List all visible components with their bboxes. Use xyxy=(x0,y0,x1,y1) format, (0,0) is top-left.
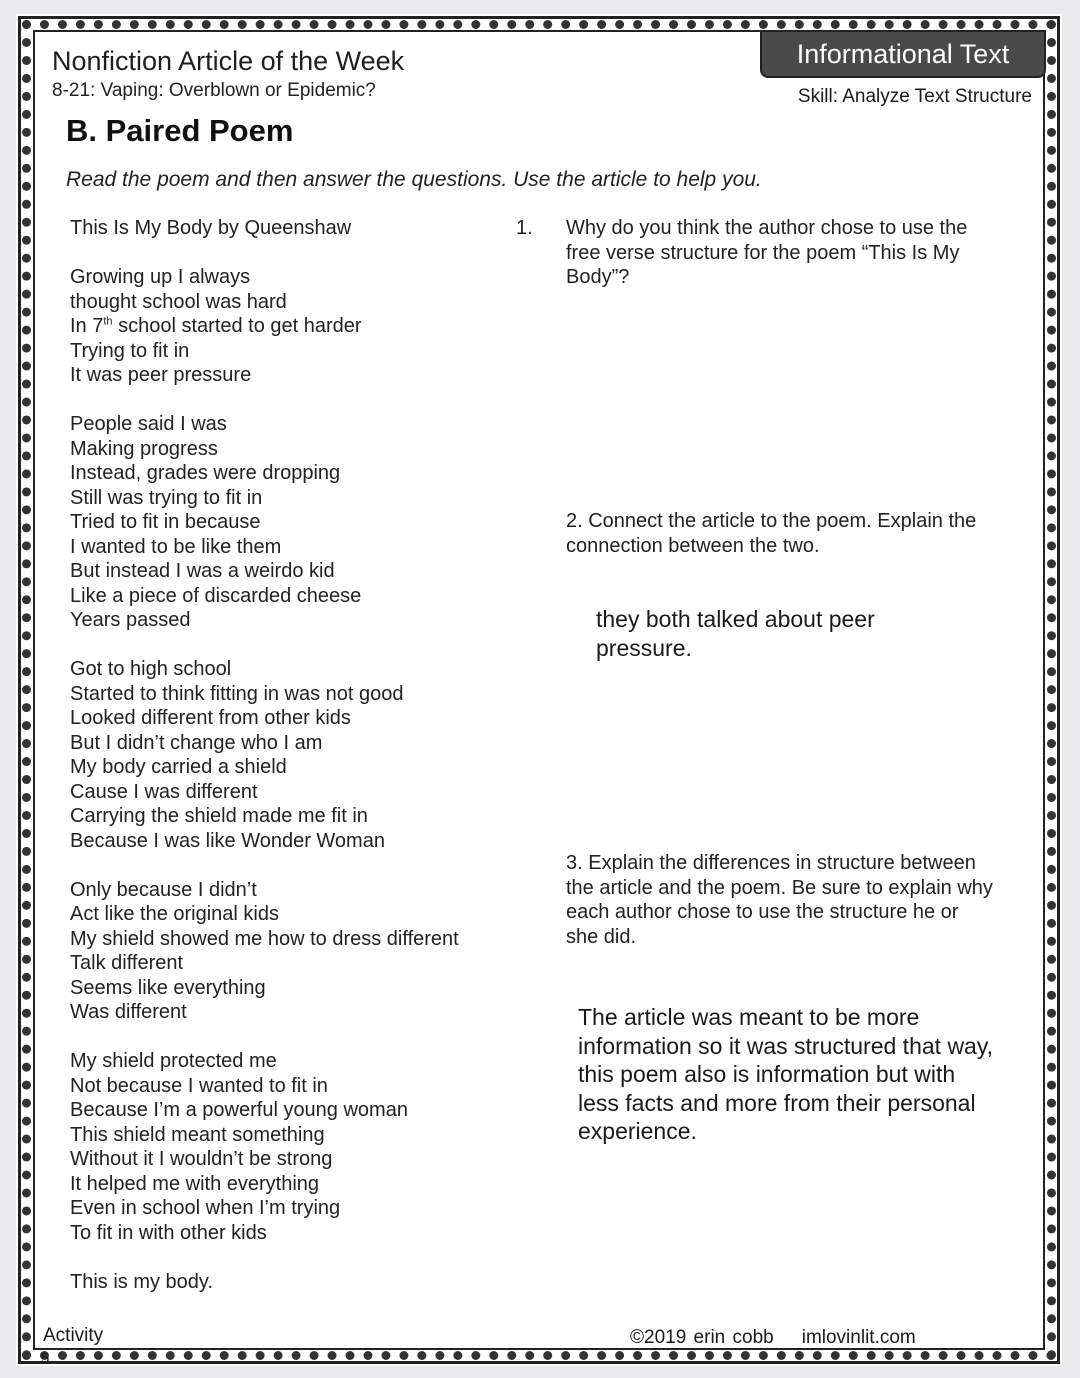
poem-line: My shield protected me xyxy=(70,1050,277,1072)
poem-line: It was peer pressure xyxy=(70,364,252,386)
website-link[interactable]: imlovinlit.com xyxy=(801,1327,916,1348)
copyright: ©2019 erin cobb xyxy=(630,1327,774,1348)
footer-credits xyxy=(630,1327,916,1349)
question-3: 3. Explain the differences in structure between the article and the poem. Be sure to explain why each author chose to use the structure he or she did. xyxy=(566,852,993,948)
poem-line: But instead I was a weirdo kid xyxy=(70,560,335,582)
question-1-number: 1. xyxy=(516,217,533,239)
instructions: Read the poem and then answer the questions. Use the article to help you. xyxy=(66,168,762,191)
page-number: 5 xyxy=(41,1350,50,1367)
poem-line: Making progress xyxy=(70,437,218,460)
poem-stanza-4 xyxy=(70,878,510,1025)
ordinal-superscript: th xyxy=(103,315,113,328)
poem-line: My body carried a shield xyxy=(70,756,287,778)
poem-line: Trying to fit in xyxy=(70,339,190,362)
poem-line: Tried to fit in because xyxy=(70,511,261,533)
poem-line: My shield showed me how to dress different xyxy=(70,927,459,950)
poem-line: Growing up I always xyxy=(70,266,251,288)
poem-line: But I didn’t change who I am xyxy=(70,731,323,754)
answer-2[interactable]: they both talked about peer pressure. xyxy=(596,606,875,661)
poem-line: Act like the original kids xyxy=(70,903,279,925)
poem-line: Years passed xyxy=(70,609,191,631)
question-2: 2. Connect the article to the poem. Explain the connection between the two. xyxy=(566,510,977,557)
poem-line: I wanted to be like them xyxy=(70,535,282,558)
poem-stanza-2 xyxy=(70,412,510,633)
poem-line: Cause I was different xyxy=(70,780,258,803)
answer-3[interactable]: The article was meant to be more information so it was structured that way, this poem also is information but with less facts and more from their personal experience. xyxy=(578,1004,994,1144)
poem-line: Looked different from other kids xyxy=(70,707,351,729)
poem-line: Still was trying to fit in xyxy=(70,486,263,509)
poem-line: Was different xyxy=(70,1001,187,1023)
poem-line: It helped me with everything xyxy=(70,1172,320,1195)
poem-title: This Is My Body by Queenshaw xyxy=(70,217,352,239)
poem-line: Only because I didn’t xyxy=(70,878,257,901)
worksheet-title: Nonfiction Article of the Week xyxy=(52,46,405,76)
poem xyxy=(70,216,510,1294)
footer-activity-label: Activity xyxy=(43,1325,104,1346)
poem-stanza-3 xyxy=(70,657,510,853)
poem-line: Got to high school xyxy=(70,658,232,680)
poem-line: Instead, grades were dropping xyxy=(70,462,341,484)
poem-line: To fit in with other kids xyxy=(70,1221,267,1244)
poem-line: Started to think fitting in was not good xyxy=(70,682,404,705)
poem-line: Because I’m a powerful young woman xyxy=(70,1099,408,1121)
poem-line: This shield meant something xyxy=(70,1123,325,1146)
informational-text-tag: Informational Text xyxy=(760,30,1046,78)
article-subtitle: 8-21: Vaping: Overblown or Epidemic? xyxy=(52,80,376,101)
poem-line-part: school started to get harder xyxy=(112,315,362,337)
poem-line xyxy=(70,314,510,339)
question-1: Why do you think the author chose to use the free verse structure for the poem “This Is My Body”? xyxy=(566,217,968,288)
poem-line-part: In 7 xyxy=(70,315,104,337)
poem-line: Carrying the shield made me fit in xyxy=(70,805,368,827)
poem-line: People said I was xyxy=(70,413,227,435)
poem-line: Because I was like Wonder Woman xyxy=(70,829,385,852)
poem-line: thought school was hard xyxy=(70,290,287,313)
poem-closing-line: This is my body. xyxy=(70,1270,213,1293)
poem-line: Even in school when I’m trying xyxy=(70,1197,341,1219)
poem-line: Without it I wouldn’t be strong xyxy=(70,1148,333,1170)
poem-line: Not because I wanted to fit in xyxy=(70,1074,328,1097)
section-title: B. Paired Poem xyxy=(66,113,294,148)
poem-stanza-1 xyxy=(70,265,510,388)
poem-line: Seems like everything xyxy=(70,976,266,999)
poem-stanza-5 xyxy=(70,1049,510,1245)
poem-line: Talk different xyxy=(70,952,184,974)
poem-line: Like a piece of discarded cheese xyxy=(70,584,362,607)
skill-label: Skill: Analyze Text Structure xyxy=(797,86,1032,107)
